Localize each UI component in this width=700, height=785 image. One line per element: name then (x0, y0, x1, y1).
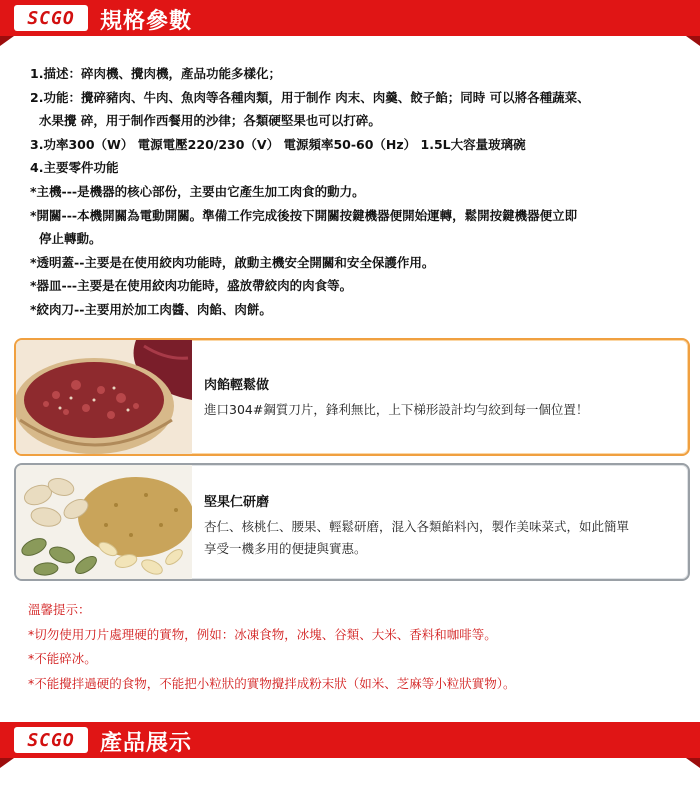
spec-line: 水果攪 碎，用于制作西餐用的沙律；各類硬堅果也可以打碎。 (39, 113, 381, 129)
feature-card-body (204, 374, 682, 421)
feature-description: 進口304#鋼質刀片，鋒利無比，上下梯形設計均勻絞到每一個位置！ (204, 402, 589, 417)
brand-logo: SCGO (14, 727, 88, 753)
feature-title: 堅果仁研磨 (204, 495, 270, 510)
feature-card-mince (14, 338, 690, 456)
spec-line: 停止轉動。 (39, 231, 102, 247)
section-title-specs: 規格參數 (100, 9, 193, 34)
warning-tips (28, 598, 688, 696)
tip-item: *不能攪拌過硬的食物，不能把小粒狀的實物攪拌成粉末狀（如米、芝麻等小粒狀實物）。 (28, 675, 516, 691)
banner-fold-right (686, 36, 700, 46)
section-banner-specs (0, 0, 700, 36)
feature-description (204, 516, 682, 560)
feature-card-body (204, 491, 682, 560)
feature-card-nuts (14, 463, 690, 581)
spec-line: 3.功率300（W） 電源電壓220/230（V） 電源頻率50-60（Hz） 1.5L大容量玻璃碗 (30, 136, 526, 152)
banner-fold-right (686, 758, 700, 768)
section-title-showcase: 產品展示 (100, 731, 193, 756)
tip-item: *不能碎冰。 (28, 651, 97, 667)
section-banner-showcase (0, 722, 700, 758)
tip-item: *切勿使用刀片處理硬的實物，例如：冰凍食物，冰塊、谷類、大米、香料和咖啡等。 (28, 626, 497, 642)
spec-line: 2.功能：攪碎豬肉、牛肉、魚肉等各種肉類，用于制作 肉末、肉羹、餃子餡；同時 可以將各種蔬菜、 (30, 89, 590, 105)
nuts-photo (16, 465, 192, 579)
banner-fold-left (0, 758, 14, 768)
brand-logo: SCGO (14, 5, 88, 31)
feature-description-line: 杏仁、核桃仁、腰果、輕鬆研磨，混入各類餡料內，製作美味菜式，如此簡單 (204, 519, 630, 534)
banner-fold-left (0, 36, 14, 46)
spec-line: *器皿---主要是在使用絞肉功能時，盛放帶絞肉的肉食等。 (30, 278, 353, 294)
spec-line: 4.主要零件功能 (30, 160, 119, 176)
spec-line: 1.描述：碎肉機、攪肉機，產品功能多樣化； (30, 66, 281, 81)
feature-description-line: 享受一機多用的便捷與實惠。 (204, 541, 367, 556)
spec-list (30, 62, 690, 322)
feature-title: 肉餡輕鬆做 (204, 378, 270, 393)
spec-line: *開關---本機開關為電動開關。準備工作完成後按下開關按鍵機器便開始運轉，鬆開按鍵機器便立即 (30, 207, 578, 223)
spec-line: *絞肉刀--主要用於加工肉醬、肉餡、肉餅。 (30, 301, 272, 317)
spec-line: *主機---是機器的核心部份，主要由它產生加工肉食的動力。 (30, 183, 365, 199)
tips-heading: 溫馨提示： (28, 602, 91, 617)
minced-meat-photo (16, 340, 192, 454)
spec-line: *透明蓋--主要是在使用絞肉功能時，啟動主機安全開關和安全保護作用。 (30, 254, 435, 270)
